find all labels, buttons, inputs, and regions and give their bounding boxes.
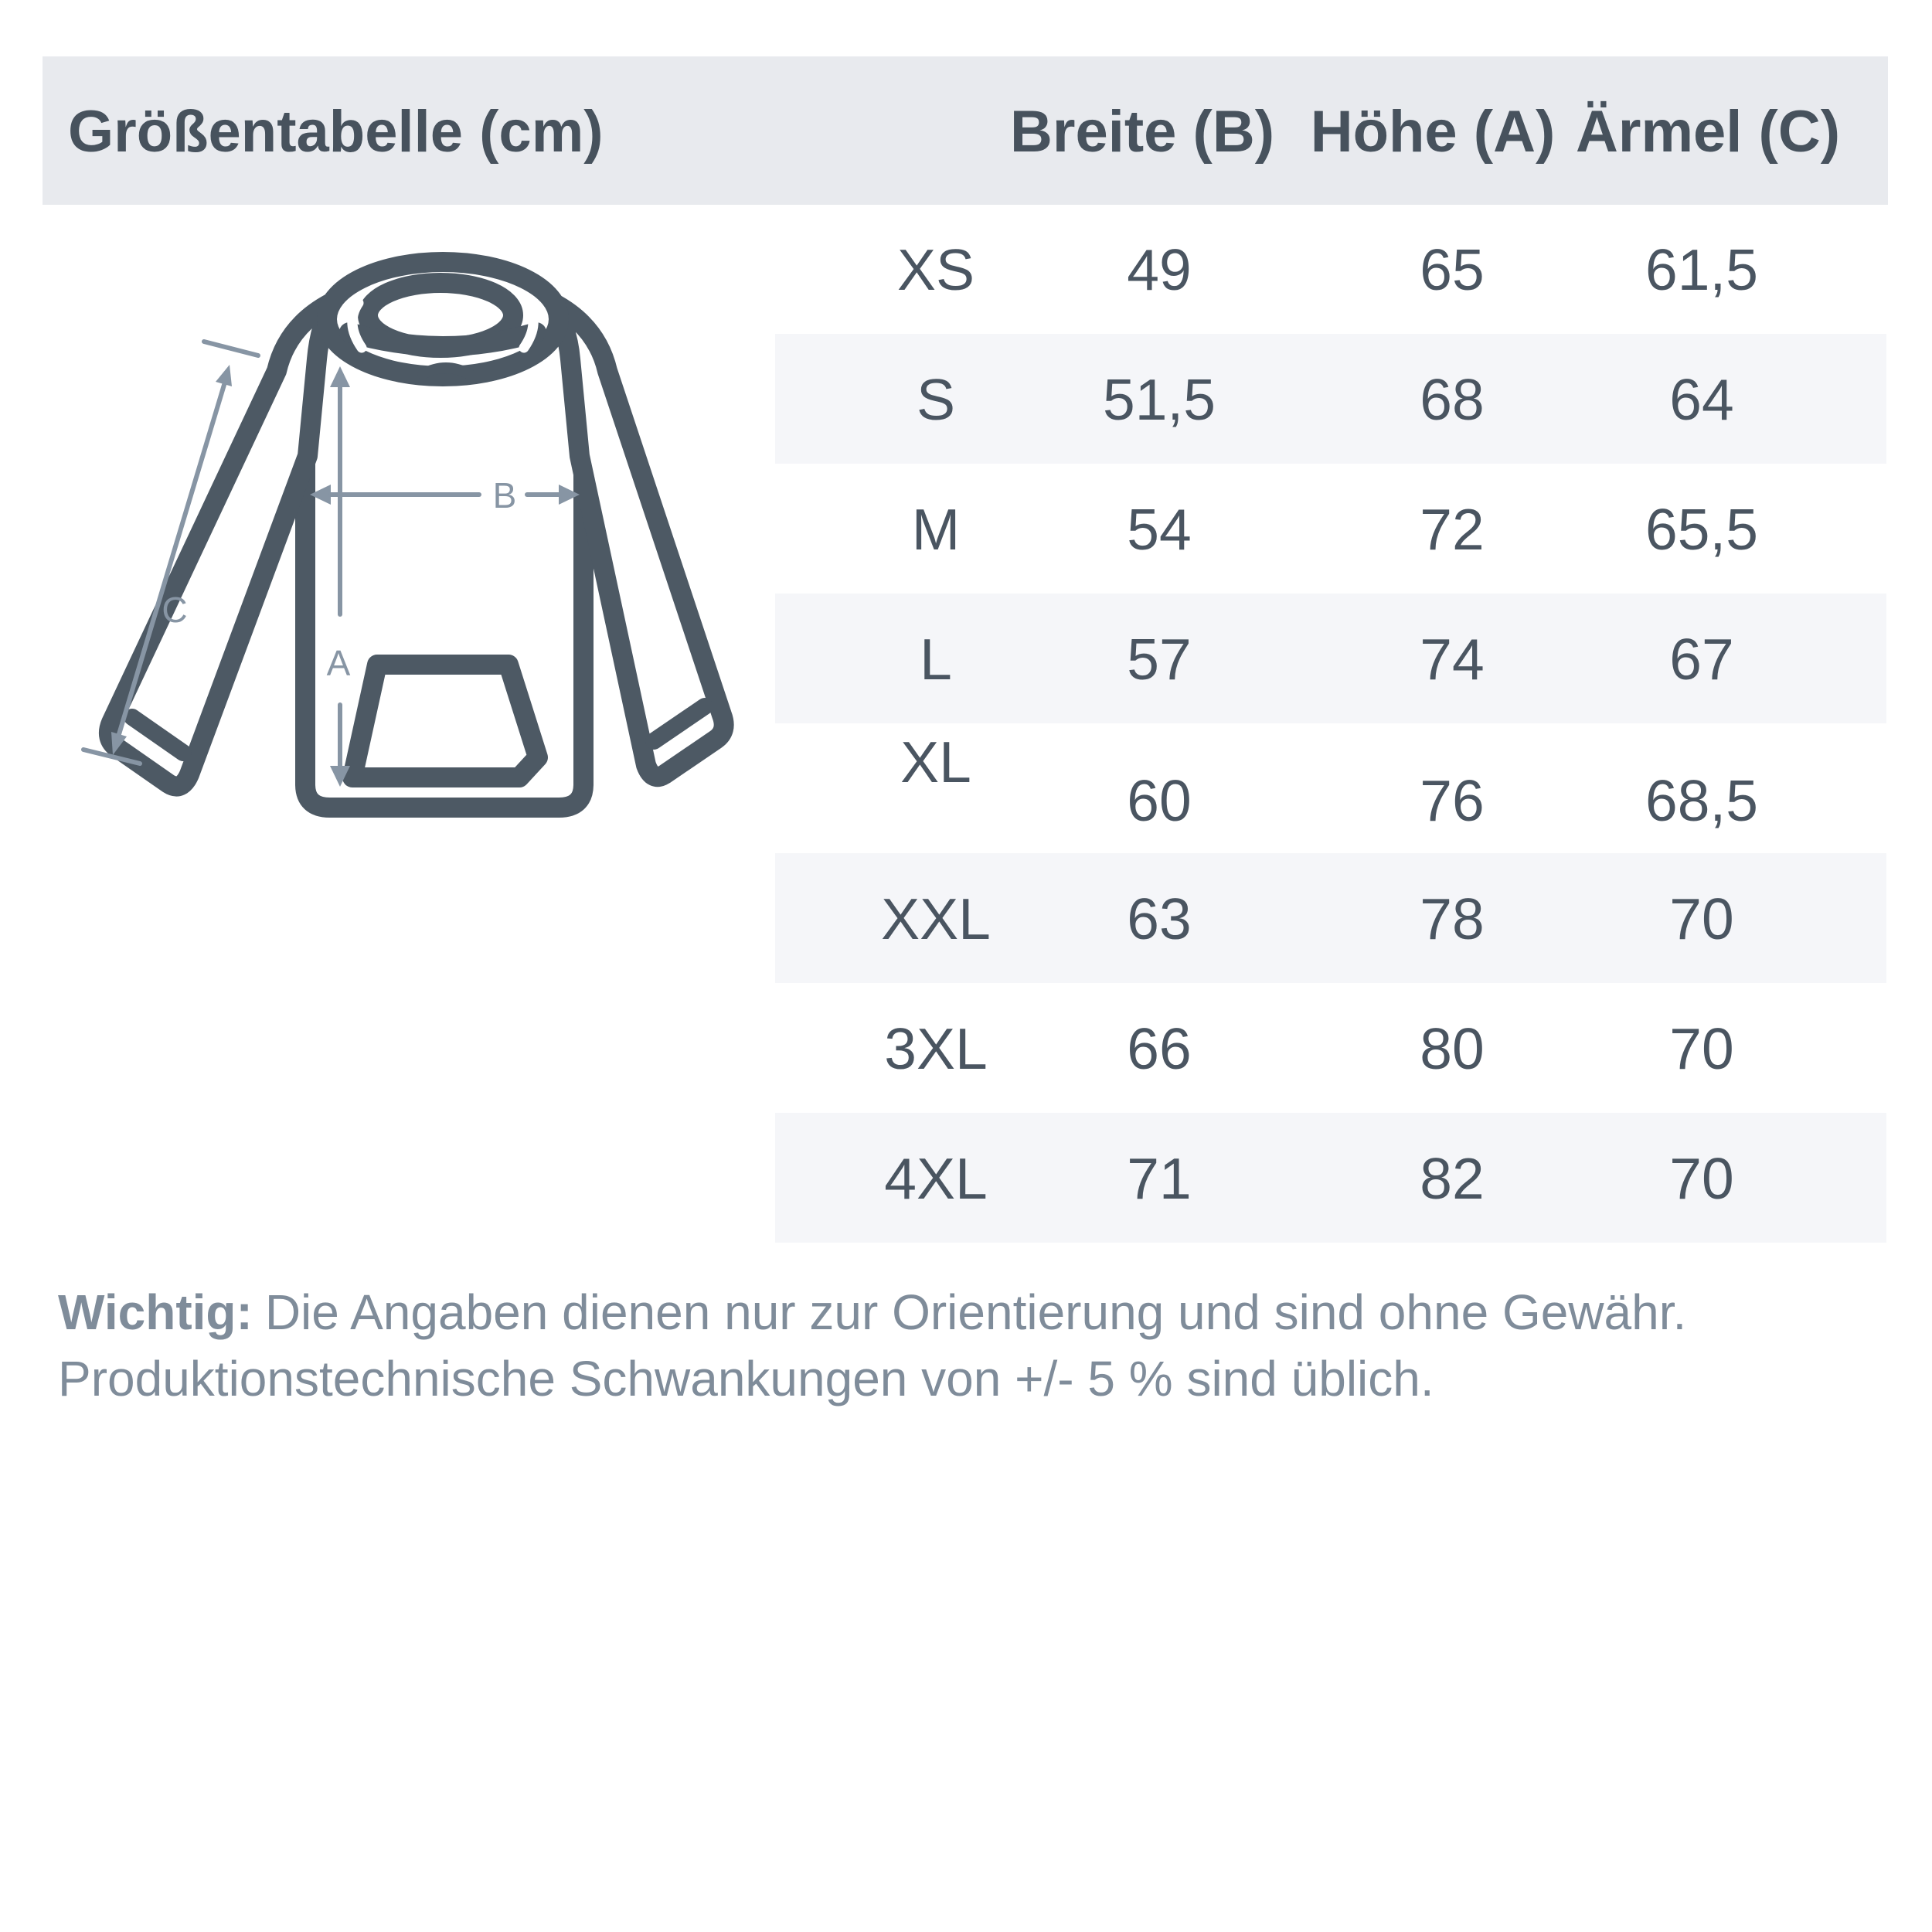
aermel-value: 70 [1669,1146,1734,1211]
breite-value: 71 [1127,1146,1192,1211]
size-label: L [920,627,952,692]
table-row-xxl [775,853,1886,983]
hoehe-value: 82 [1420,1146,1485,1211]
disclaimer-emphasis: Wichtig: [58,1284,253,1340]
aermel-value: 67 [1669,627,1734,692]
measure-label-a: A [326,643,351,683]
hoehe-value: 80 [1420,1016,1485,1081]
aermel-value: 68,5 [1645,768,1758,833]
column-header-aermel: Ärmel (C) [1575,99,1841,165]
aermel-value: 65,5 [1645,497,1758,562]
aermel-value: 64 [1669,367,1734,432]
table-row-xs [775,204,1886,334]
breite-value: 63 [1127,886,1192,951]
hoehe-value: 72 [1420,497,1485,562]
table-row-xl [775,723,1886,853]
breite-value: 49 [1127,237,1192,302]
breite-value: 60 [1127,768,1192,833]
size-label: 3XL [884,1016,988,1081]
size-label: 4XL [884,1146,988,1211]
hoehe-value: 76 [1420,768,1485,833]
hoehe-value: 68 [1420,367,1485,432]
page-title: Größentabelle (cm) [68,99,604,165]
size-label: S [916,367,956,432]
disclaimer-note [58,1279,1882,1412]
hoehe-value: 74 [1420,627,1485,692]
column-header-hoehe: Höhe (A) [1310,99,1556,165]
breite-value: 57 [1127,627,1192,692]
disclaimer-text-1: Die Angaben dienen nur zur Orientierung und sind ohne Gewähr. [264,1284,1687,1340]
size-label: XXL [881,886,991,951]
hoehe-value: 78 [1420,886,1485,951]
table-row-m [775,464,1886,594]
size-label: XS [896,237,975,302]
table-header-band [43,56,1888,205]
size-label: XL [900,730,971,794]
disclaimer-text-2: Produktionstechnische Schwankungen von +/- 5 % sind üblich. [58,1351,1434,1406]
breite-value: 66 [1127,1016,1192,1081]
disclaimer-line-2 [58,1345,1882,1412]
measure-label-c: C [162,590,188,630]
aermel-value: 70 [1669,886,1734,951]
arrow-c-top-cap [204,342,258,355]
disclaimer-line-1 [58,1279,1882,1345]
table-row-3xl [775,983,1886,1113]
table-row-s [775,334,1886,464]
aermel-value: 61,5 [1645,237,1758,302]
hood-bottom-notch [423,368,469,374]
measure-label-b: B [492,475,517,515]
hoodie-measurement-diagram [46,216,773,827]
column-header-breite: Breite (B) [1009,99,1275,165]
hoodie-pocket [352,665,538,777]
size-label: M [911,497,961,562]
aermel-value: 70 [1669,1016,1734,1081]
breite-value: 54 [1127,497,1192,562]
hoehe-value: 65 [1420,237,1485,302]
table-row-4xl [775,1113,1886,1243]
breite-value: 51,5 [1103,367,1216,432]
